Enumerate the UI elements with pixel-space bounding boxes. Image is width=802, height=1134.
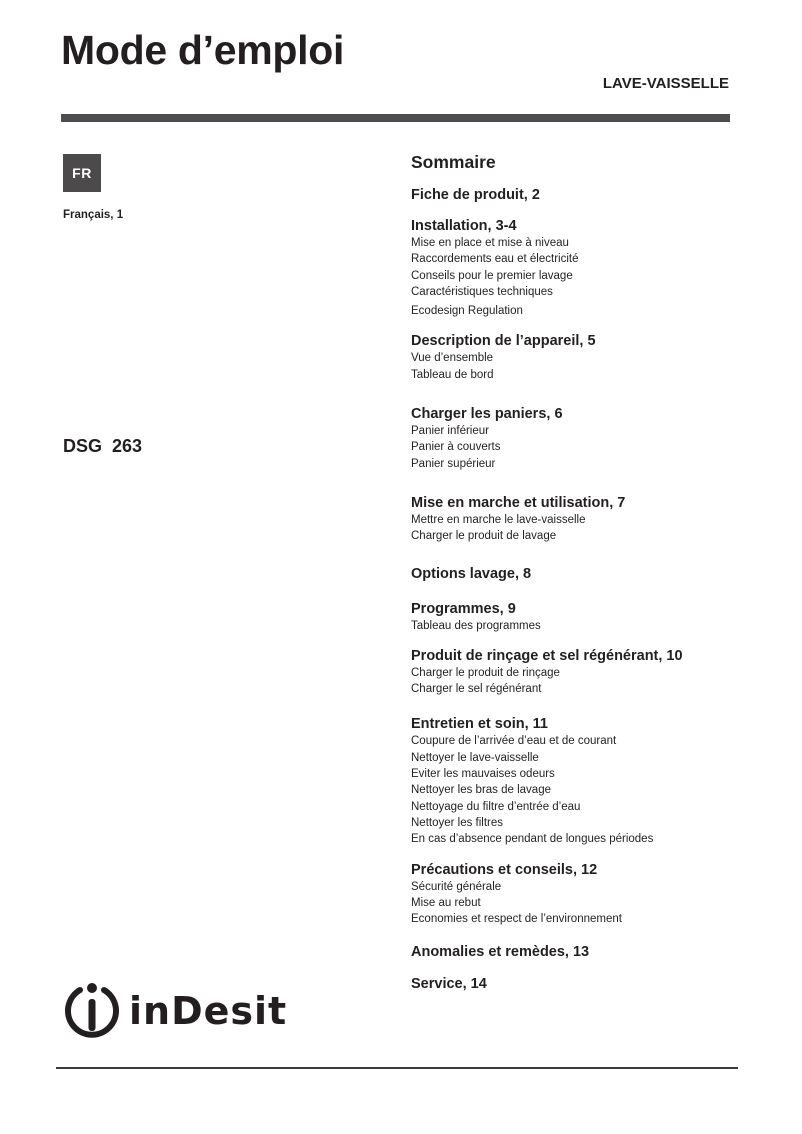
section-title: Description de l’appareil, 5 [411, 333, 596, 350]
toc-section [411, 332, 751, 383]
header-divider [61, 114, 730, 122]
toc-section [411, 600, 751, 634]
product-type: LAVE-VAISSELLE [602, 75, 729, 92]
subsection: Vue d’ensemble [411, 352, 494, 365]
subsection: Conseils pour le premier lavage [411, 269, 573, 282]
section-title: Installation, 3-4 [411, 218, 517, 234]
section-title: Précautions et conseils, 12 [411, 861, 598, 878]
subsection: Raccordements eau et électricité [411, 253, 579, 266]
section-title: Produit de rinçage et sel régénérant, 10 [411, 647, 683, 664]
logo-wordmark: inDesit [129, 989, 288, 1033]
indesit-logo [63, 980, 287, 1042]
section-title: Anomalies et remèdes, 13 [411, 944, 590, 961]
toc-section [411, 943, 751, 961]
language-badge: FR [63, 154, 101, 192]
indesit-power-i-icon [63, 980, 121, 1042]
subsection: Tableau de bord [411, 368, 494, 381]
subsection: Tableau des programmes [411, 619, 541, 632]
subsection: Mettre en marche le lave-vaisselle [411, 513, 586, 526]
section-title: Mise en marche et utilisation, 7 [411, 494, 626, 511]
subsection: Panier à couverts [411, 441, 501, 454]
section-title: Programmes, 9 [411, 600, 516, 617]
document-title: Mode d’emploi [61, 27, 345, 73]
footer-divider [56, 1067, 738, 1069]
toc-section [411, 647, 751, 698]
section-title: Charger les paniers, 6 [411, 406, 563, 423]
toc-section [411, 494, 751, 545]
subsection: Caractéristiques techniques [411, 285, 553, 298]
subsection: Charger le produit de lavage [411, 530, 557, 543]
subsection: Nettoyage du filtre d’entrée d’eau [411, 800, 581, 813]
subsection: Nettoyer les filtres [411, 816, 504, 829]
subsection: Ecodesign Regulation [411, 305, 523, 318]
subsection: Mise au rebut [411, 896, 481, 909]
toc-section [411, 861, 751, 928]
toc-section [411, 186, 751, 204]
model-number: DSG 263 [63, 436, 143, 456]
subsection: Nettoyer le lave-vaisselle [411, 751, 539, 764]
subsection: Panier supérieur [411, 457, 496, 470]
toc-section [411, 715, 751, 847]
subsection: Charger le produit de rinçage [411, 666, 560, 679]
subsection: En cas d’absence pendant de longues périodes [411, 833, 654, 846]
subsection: Panier inférieur [411, 425, 489, 438]
section-title: Service, 14 [411, 976, 487, 993]
subsection: Economies et respect de l’environnement [411, 913, 622, 926]
section-title: Entretien et soin, 11 [411, 716, 548, 733]
section-title: Fiche de produit, 2 [411, 187, 540, 203]
subsection: Sécurité générale [411, 880, 502, 893]
toc-section [411, 565, 751, 583]
subsection: Coupure de l’arrivée d’eau et de courant [411, 735, 617, 748]
subsection: Nettoyer les bras de lavage [411, 784, 551, 797]
section-title: Options lavage, 8 [411, 565, 532, 582]
toc-section [411, 217, 751, 319]
language-label: Français, 1 [63, 209, 124, 221]
subsection: Charger le sel régénérant [411, 683, 542, 696]
subsection: Mise en place et mise à niveau [411, 237, 569, 249]
toc-section [411, 975, 751, 993]
table-of-contents [411, 150, 751, 1006]
toc-section [411, 405, 751, 472]
subsection: Eviter les mauvaises odeurs [411, 768, 555, 781]
toc-heading: Sommaire [411, 152, 496, 172]
